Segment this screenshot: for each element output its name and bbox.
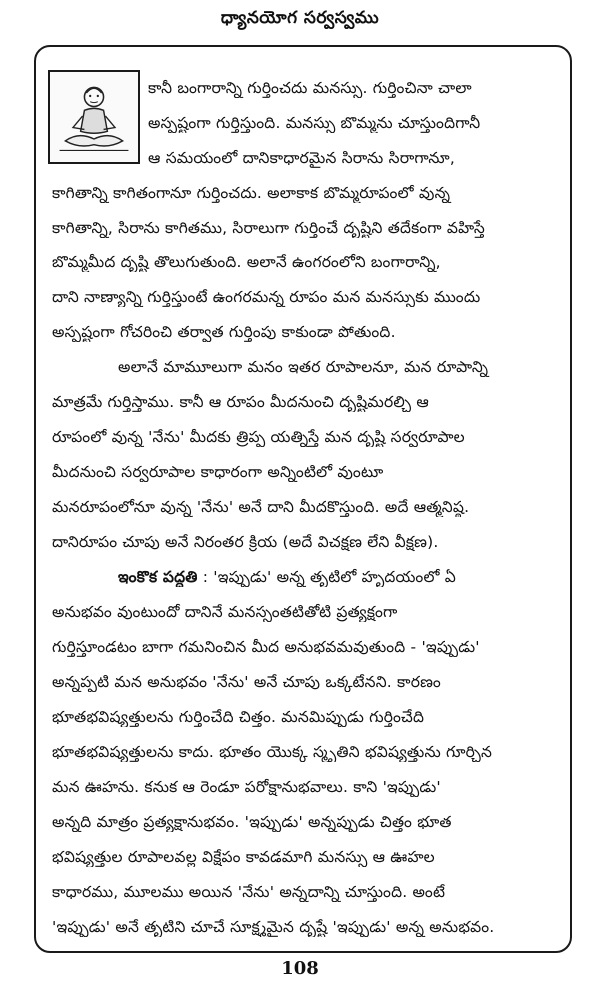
text-line: అలానే మామూలుగా మనం ఇతర రూపాలనూ, మన రూపాన్ని [118, 358, 489, 376]
text-line: దానిరూపం చూపు అనే నిరంతర క్రియ (అదే విచక్షణ లేని వీక్షణ). [52, 533, 439, 551]
text-line: మీదనుంచి సర్వరూపాల కాధారంగా అన్నింటిలో వుంటూ [52, 463, 384, 481]
page-number: 108 [281, 958, 319, 979]
text-line: 'ఇప్పుడు' అనే తృటిని చూచే సూక్ష్మమైన దృష్టే 'ఇప్పుడు' అన్న అనుభవం. [52, 918, 495, 936]
text-line: దాని నాణ్యాన్ని గుర్తిస్తుంటే ఉంగరమన్న రూపం మన మనస్సుకు ముందు [52, 288, 481, 306]
text-line: భూతభవిష్యత్తులను కాదు. భూతం యొక్క స్మృతిని భవిష్యత్తును గూర్చిన [52, 743, 493, 761]
text-line: మనరూపంలోనూ వున్న 'నేను' అనే దాని మీదకొస్తుంది. అదే ఆత్మనిష్ఠ. [52, 498, 470, 516]
text-line: అస్పష్టంగా గుర్తిస్తుంది. మనస్సు బొమ్మను చూస్తుందిగానీ [148, 114, 481, 132]
text-line: భవిష్యత్తుల రూపాలవల్ల విక్షేపం కావడమాగి మనస్సు ఆ ఊహల [52, 848, 435, 866]
text-line: అన్నప్పటి మన అనుభవం 'నేను' అనే చూపు ఒక్కటేనని. కారణం [52, 673, 441, 691]
seated-figure-illustration [50, 72, 138, 162]
text-line: అనుభవం వుంటుందో దానినే మనస్సంతటితోటి ప్రత్యక్షంగా [52, 603, 398, 621]
portrait-image [48, 70, 140, 164]
text-line: ఆ సమయంలో దానికాధారమైన సిరాను సిరాగానూ, [148, 149, 455, 167]
text-line: కాధారము, మూలము అయిన 'నేను' అన్నదాన్ని చూస్తుంది. అంటే [52, 883, 446, 901]
text-line: భూతభవిష్యత్తులను గుర్తించేది చిత్తం. మనమిప్పుడు గుర్తించేది [52, 708, 425, 726]
text-line: అన్నది మాత్రం ప్రత్యక్షానుభవం. 'ఇప్పుడు' అన్నప్పుడు చిత్తం భూత [52, 813, 452, 831]
text-line: కానీ బంగారాన్ని గుర్తించదు మనస్సు. గుర్తించినా చాలా [148, 79, 472, 97]
text-line: కాగితాన్ని కాగితంగానూ గుర్తించదు. అలాకాక బొమ్మరూపంలో వున్న [52, 184, 451, 202]
header-title: ధ్యానయోగ సర్వస్వము [220, 8, 380, 28]
text-line [118, 567, 552, 587]
text-line: గుర్తిస్తూండటం బాగా గమనించిన మీద అనుభవమవుతుంది - 'ఇప్పుడు' [52, 638, 480, 656]
text-line: మన ఊహను. కనుక ఆ రెండూ పరోక్షానుభవాలు. కాని 'ఇప్పుడు' [52, 778, 441, 796]
text-line: మాత్రమే గుర్తిస్తాము. కానీ ఆ రూపం మీదనుంచి దృష్టిమరల్చి ఆ [52, 393, 429, 411]
method-label: ఇంకొక పద్ధతి [118, 568, 198, 586]
text-line: రూపంలో వున్న 'నేను' మీదకు త్రిప్ప యత్నిస్తే మన దృష్టి సర్వరూపాల [52, 428, 465, 446]
text-line: అస్పష్టంగా గోచరించి తర్వాత గుర్తింపు కాకుండా పోతుంది. [52, 323, 396, 341]
text-span: : 'ఇప్పుడు' అన్న తృటిలో హృదయంలో ఏ [202, 568, 456, 586]
text-line: కాగితాన్ని, సిరాను కాగితము, సిరాలుగా గుర్తించే దృష్టిని తదేకంగా వహిస్తే [52, 219, 485, 237]
text-line: బొమ్మమీద దృష్టి తొలుగుతుంది. అలానే ఉంగరంలోని బంగారాన్ని, [52, 253, 441, 271]
